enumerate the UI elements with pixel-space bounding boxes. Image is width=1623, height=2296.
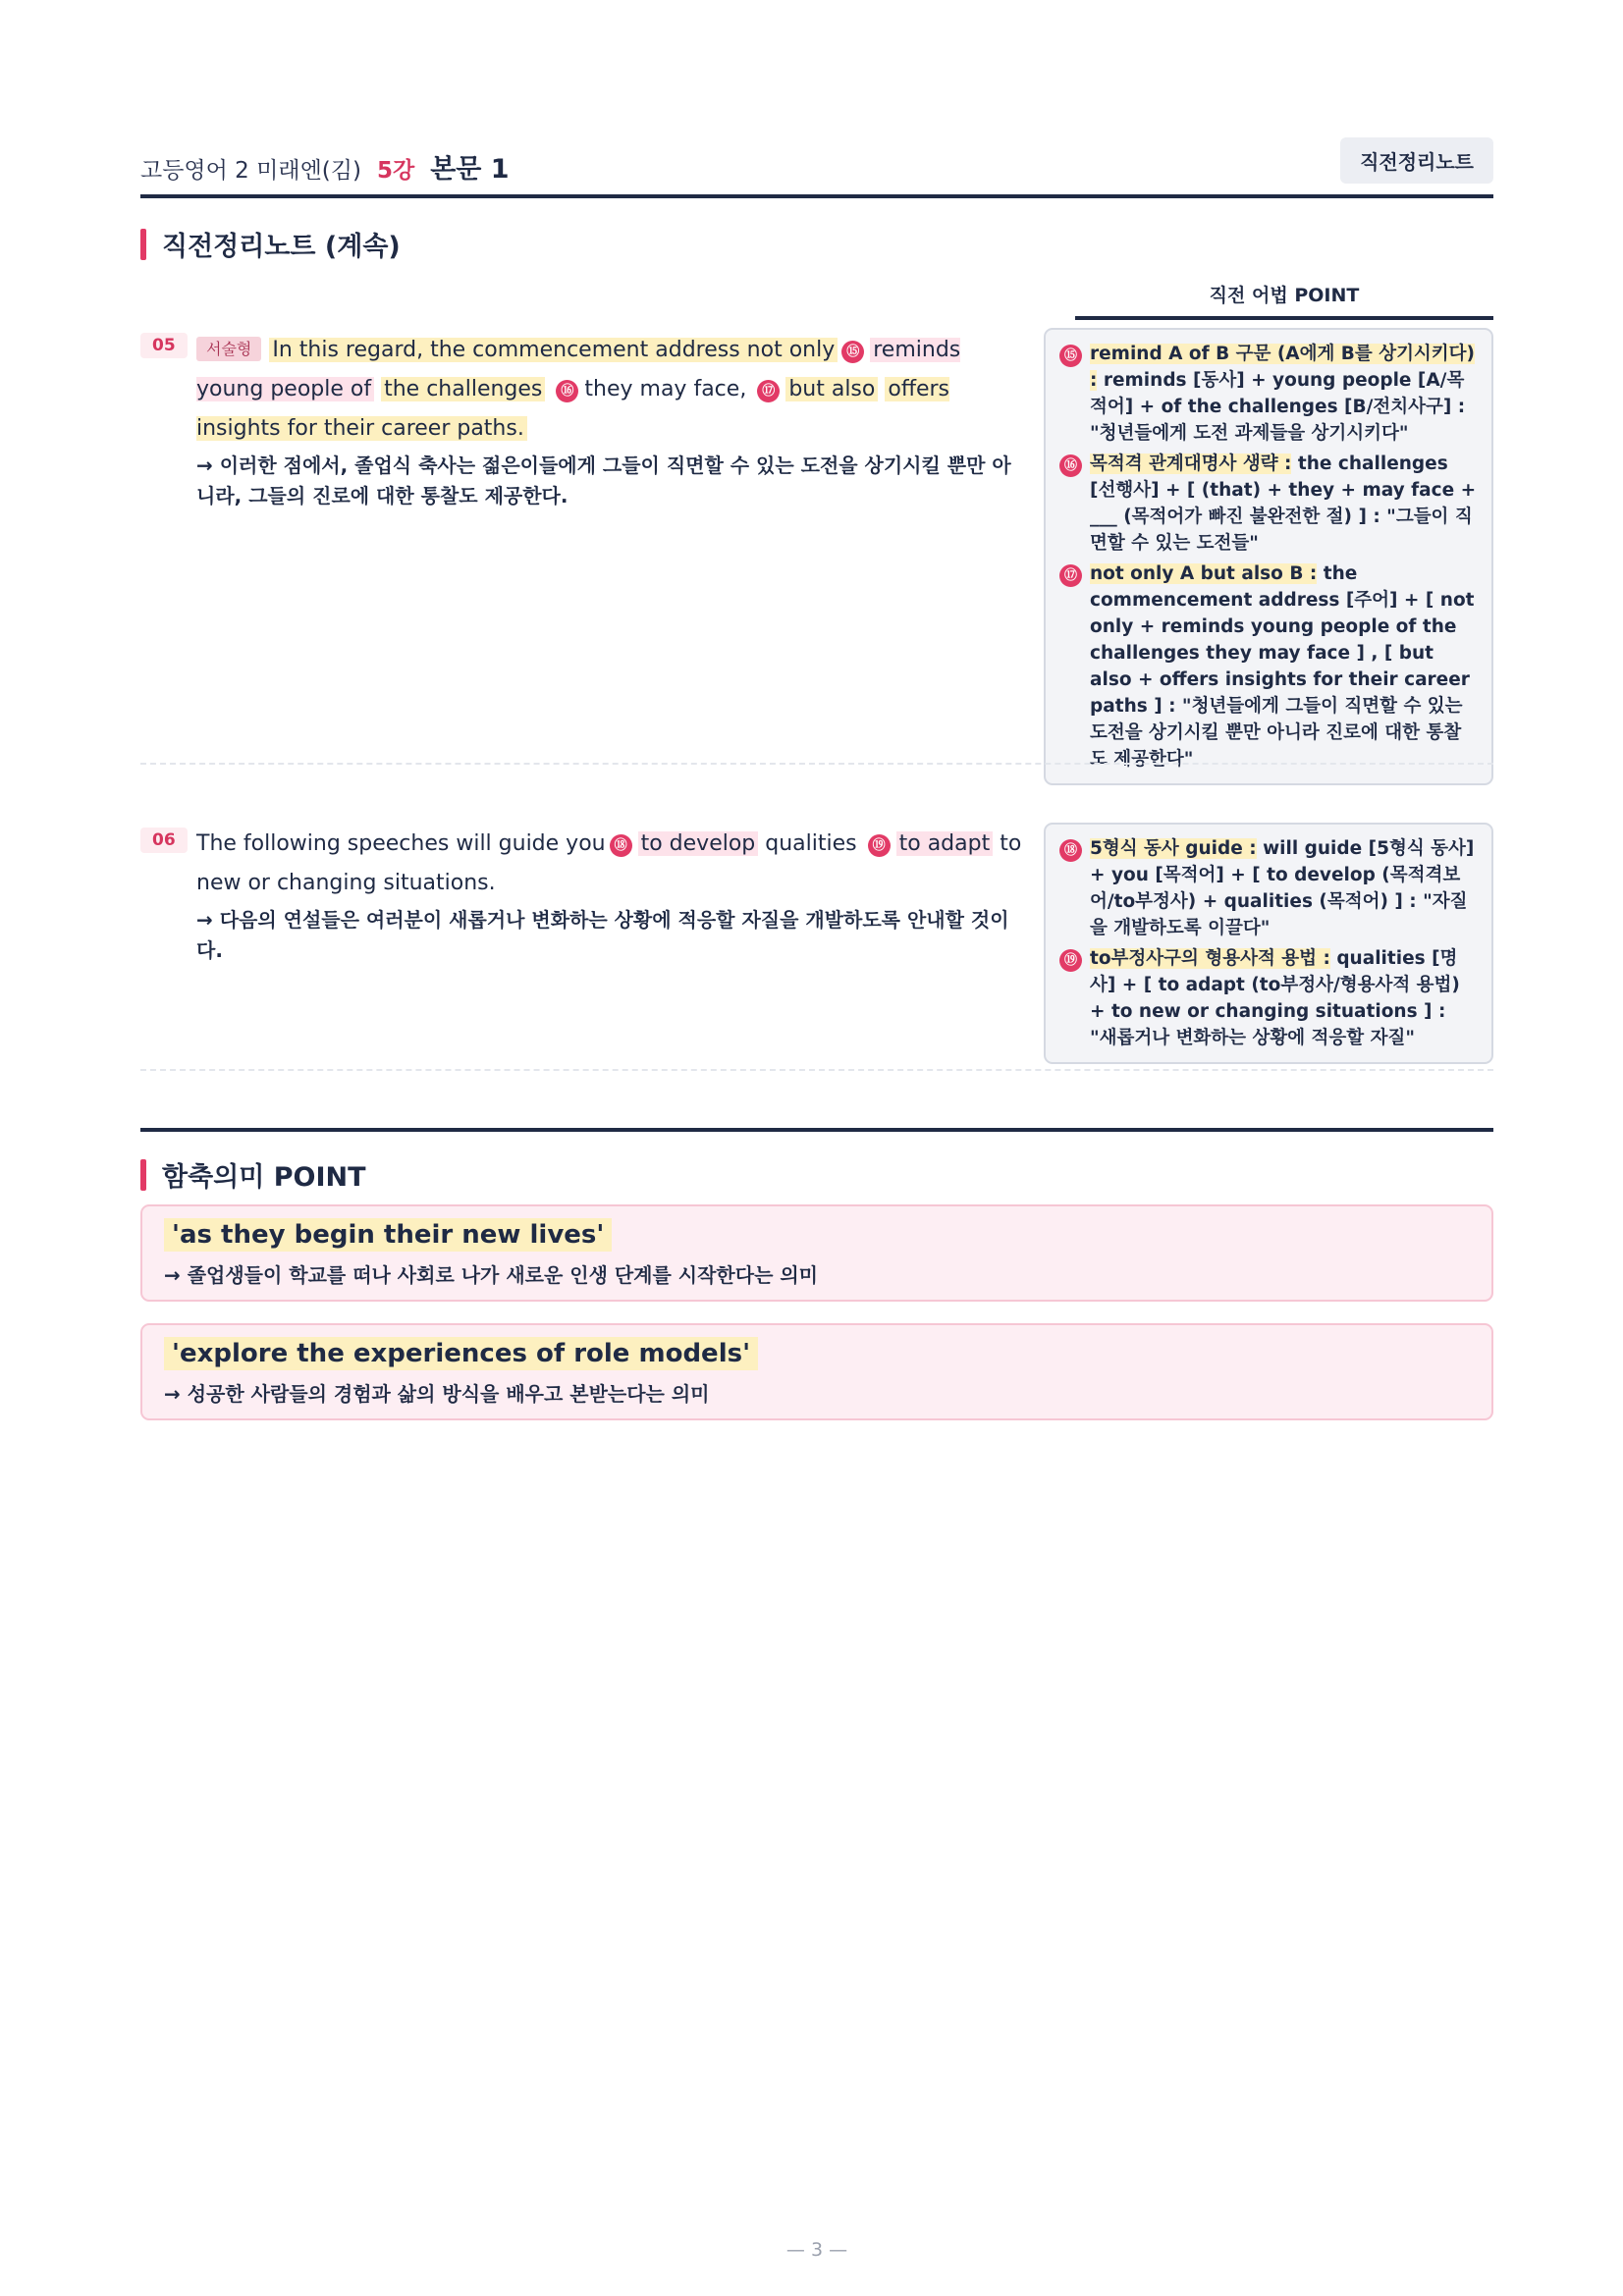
marker-15-icon: ⑮	[1059, 345, 1082, 367]
grammar-point	[1059, 945, 1478, 1051]
section-title-implication	[140, 1155, 366, 1194]
implication-box	[140, 1204, 1493, 1302]
sentence-phrase: the challenges	[381, 377, 545, 401]
page	[140, 0, 1493, 2296]
grammar-point-text: the commencement address [주어] + [ not only + reminds young people of the challenges they may face ] , [ but also + offers insights for their career paths ] : "청년들에게 그들이 직면할 수 있는 도전을 상기시킬 뿐만 아니라 진로에 대한 통찰도 제공한다"	[1090, 563, 1475, 770]
grammar-point-text: the challenges [선행사] + [ (that) + they + may face + ___ (목적어가 빠진 불완전한 절) ] : "그들이 직면할 수 있는 도전들"	[1090, 454, 1477, 554]
sentence-item-05	[140, 330, 1024, 511]
sentence-number: 05	[140, 333, 188, 358]
grammar-point-title: remind A of B 구문 (A에게 B를 상기시키다) :	[1090, 344, 1476, 391]
sentence-punct: ,	[739, 377, 747, 401]
grammar-point-title: to부정사구의 형용사적 용법 :	[1090, 948, 1330, 969]
marker-18-icon: ⑱	[610, 834, 632, 857]
sentence-phrase: to new or changing situations.	[196, 831, 1022, 895]
grammar-point	[1059, 451, 1478, 557]
sentence-phrase: they may face	[584, 377, 740, 401]
page-number: — 3 —	[785, 2239, 848, 2261]
marker-17-icon: ⑰	[1059, 564, 1082, 587]
course-name: 고등영어 2 미래엔(김)	[140, 158, 361, 184]
grammar-box-06	[1044, 823, 1493, 1064]
sentence-text	[196, 330, 1024, 449]
grammar-point-title: not only A but also B :	[1090, 563, 1318, 584]
translation: → 다음의 연설들은 여러분이 새롭거나 변화하는 상황에 적응할 자질을 개발하도록 안내할 것이다.	[196, 908, 1009, 962]
sentence-phrase: but also	[785, 377, 878, 401]
sentence-phrase: reminds young people of	[196, 338, 961, 401]
grammar-box-05	[1044, 328, 1493, 785]
grammar-point	[1059, 341, 1478, 447]
grammar-point-title: 5형식 동사 guide :	[1090, 838, 1257, 859]
page-header	[140, 135, 1493, 198]
section-title-text: 직전정리노트 (계속)	[162, 232, 401, 262]
sentence-phrase: offers insights for their career paths.	[196, 377, 950, 441]
sentence-phrase: In this regard, the commencement address not only	[269, 338, 838, 362]
sentence-phrase: qualities	[765, 831, 857, 856]
grammar-point-text: reminds [동사] + young people [A/목적어] + of the challenges [B/전치사구] : "청년들에게 도전 과제들을 상기시키다"	[1090, 370, 1466, 444]
marker-18-icon: ⑱	[1059, 839, 1082, 862]
grammar-point-title: 목적격 관계대명사 생략 :	[1090, 454, 1292, 474]
translation: → 이러한 점에서, 졸업식 축사는 젊은이들에게 그들이 직면할 수 있는 도전을 상기시킬 뿐만 아니라, 그들의 진로에 대한 통찰도 제공한다.	[196, 454, 1011, 507]
grammar-point-header: 직전 어법 POINT	[1075, 281, 1493, 320]
descriptive-question-tag: 서술형	[196, 337, 261, 361]
header-badge: 직전정리노트	[1340, 137, 1493, 184]
grammar-point	[1059, 561, 1478, 773]
implication-meaning: → 성공한 사람들의 경험과 삶의 방식을 배우고 본받는다는 의미	[164, 1382, 710, 1406]
sentence-number: 06	[140, 828, 188, 853]
implication-meaning: → 졸업생들이 학교를 떠나 사회로 나가 새로운 인생 단계를 시작한다는 의미	[164, 1263, 818, 1287]
sentence-phrase: to develop	[638, 831, 759, 856]
item-divider	[140, 763, 1493, 765]
lesson-number: 5강	[376, 158, 415, 184]
section-rule	[140, 1128, 1493, 1132]
sentence-item-06	[140, 825, 1024, 966]
sentence-phrase: The following speeches will guide you	[196, 831, 606, 856]
marker-16-icon: ⑯	[1059, 454, 1082, 477]
section-accent-bar	[140, 229, 146, 260]
implication-box	[140, 1323, 1493, 1420]
marker-17-icon: ⑰	[757, 380, 780, 402]
marker-15-icon: ⑮	[841, 341, 864, 363]
marker-19-icon: ⑲	[1059, 949, 1082, 972]
page-title: 본문 1	[430, 154, 510, 185]
section-title-notes	[140, 225, 401, 263]
marker-19-icon: ⑲	[868, 834, 891, 857]
implication-quote: 'explore the experiences of role models'	[164, 1337, 758, 1370]
grammar-point	[1059, 835, 1478, 941]
sentence-phrase: to adapt	[896, 831, 994, 856]
marker-16-icon: ⑯	[556, 380, 578, 402]
header-left	[140, 147, 510, 186]
implication-quote: 'as they begin their new lives'	[164, 1218, 612, 1252]
section-accent-bar	[140, 1159, 146, 1191]
grammar-point-text: will guide [5형식 동사] + you [목적어] + [ to develop (목적격보어/to부정사) + qualities (목적어) ] : "자질을 개발하도록 이끌다"	[1090, 838, 1475, 938]
grammar-point-text: qualities [명사] + [ to adapt (to부정사/형용사적 용법) + to new or changing situations ] : "새롭거나 변화하는 상황에 적응할 자질"	[1090, 948, 1460, 1048]
sentence-text	[196, 825, 1024, 903]
item-divider	[140, 1069, 1493, 1071]
section-title-text: 함축의미 POINT	[162, 1162, 366, 1193]
